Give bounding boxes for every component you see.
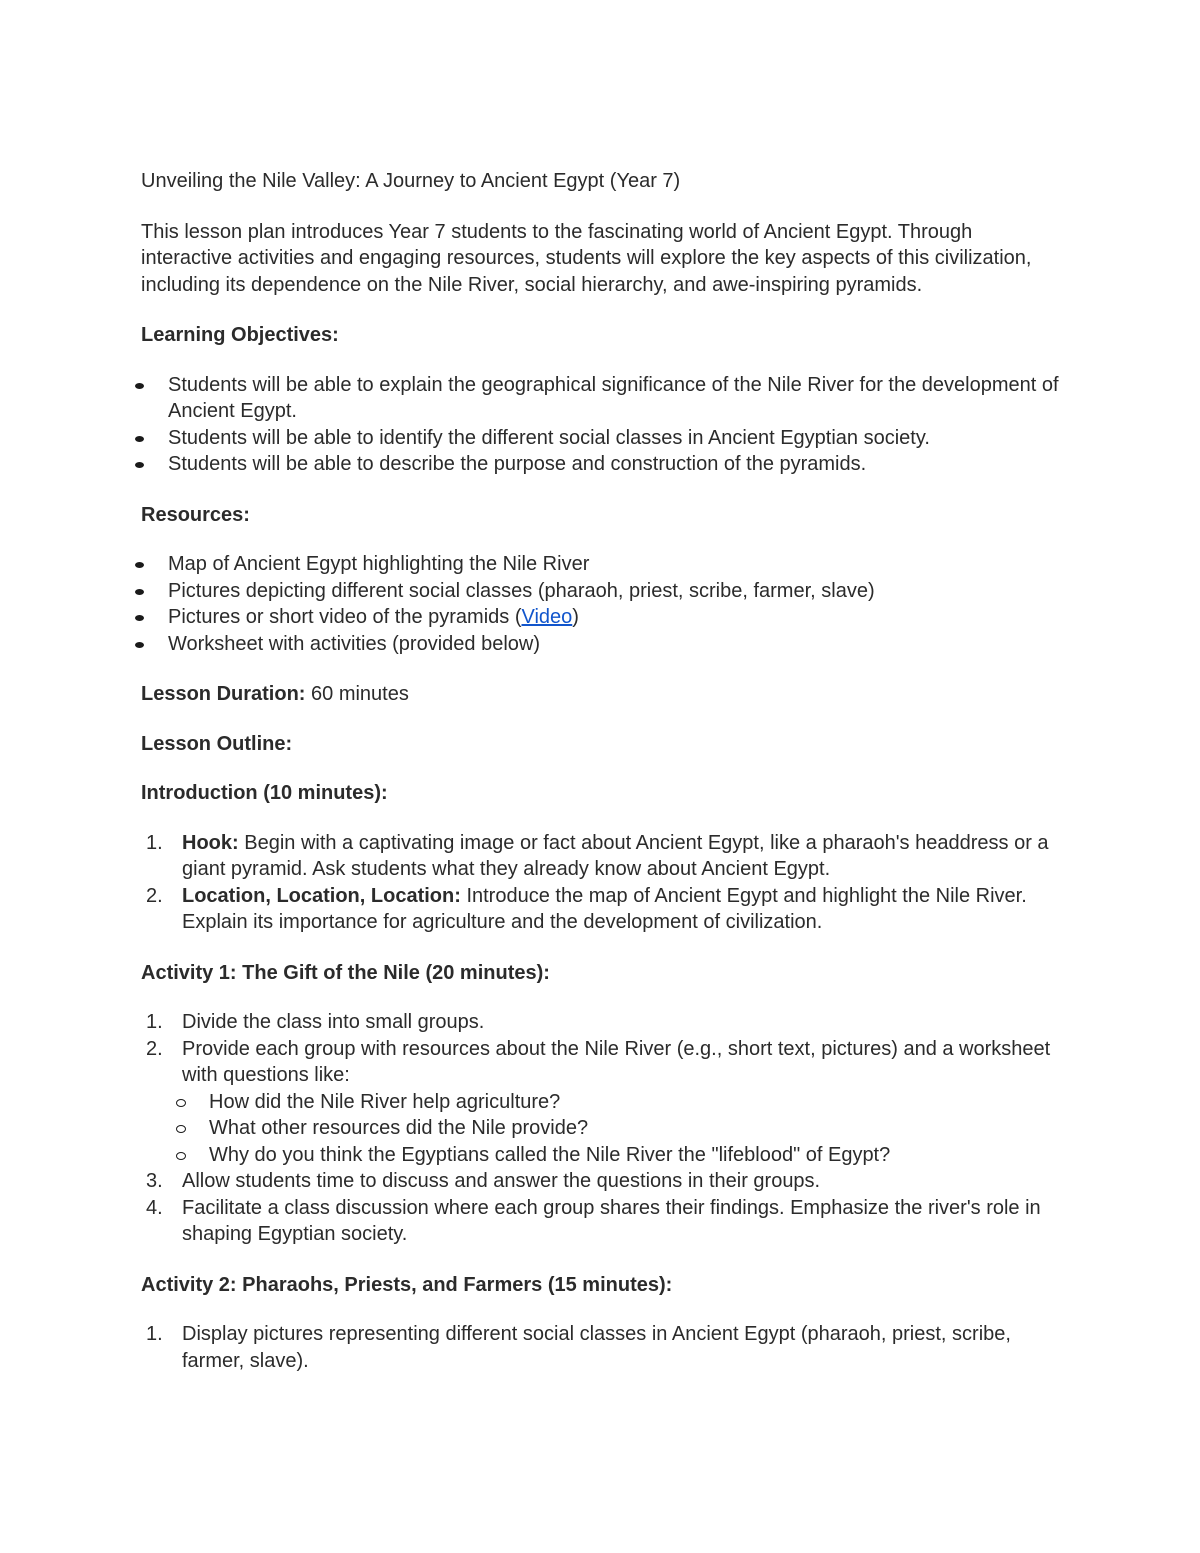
outline-heading: Lesson Outline: — [141, 732, 293, 755]
list-item — [141, 372, 1061, 425]
step-label: Location, Location, Location: — [182, 884, 461, 907]
list-item — [141, 604, 1061, 631]
list-item-text-after-link: ) — [572, 606, 579, 628]
introduction-heading: Introduction (10 minutes): — [141, 782, 388, 804]
intro-paragraph: This lesson plan introduces Year 7 students to the fascinating world of Ancient Egypt. Through interactive activities and engaging resources, students will explore the key aspects of this civilization, including its dependence on the Nile River, social hierarchy, and awe-inspiring pyramids. — [141, 220, 1032, 296]
bullet-dot — [135, 589, 144, 595]
objectives-heading: Learning Objectives: — [141, 324, 339, 346]
document-title: Unveiling the Nile Valley: A Journey to Ancient Egypt (Year 7) — [141, 170, 681, 192]
list-item — [141, 1195, 1061, 1248]
list-item — [141, 883, 1061, 936]
activity1-heading: Activity 1: The Gift of the Nile (20 minutes): — [141, 961, 550, 984]
list-item — [141, 1036, 1061, 1169]
list-item — [141, 830, 1061, 883]
bullet-dot — [135, 615, 144, 621]
step-text: Facilitate a class discussion where each group shares their findings. Emphasize the river's role in shaping Egyptian society. — [182, 1196, 1041, 1245]
question-list — [182, 1089, 1061, 1169]
list-item — [141, 551, 1061, 578]
question-text: Why do you think the Egyptians called the Nile River the "lifeblood" of Egypt? — [209, 1143, 891, 1166]
list-item — [141, 1321, 1061, 1374]
resources-heading: Resources: — [141, 503, 250, 526]
step-number: 1. — [146, 831, 163, 854]
question-text: What other resources did the Nile provide? — [209, 1117, 589, 1139]
sub-list-item — [182, 1115, 1061, 1142]
question-text: How did the Nile River help agriculture? — [209, 1090, 561, 1113]
sub-list-item — [182, 1089, 1061, 1116]
step-text: Allow students time to discuss and answer the questions in their groups. — [182, 1170, 821, 1192]
sub-list-item — [182, 1142, 1061, 1169]
list-item — [141, 451, 1061, 478]
list-item-text: Students will be able to identify the different social classes in Ancient Egyptian society. — [168, 426, 930, 449]
bullet-dot — [135, 462, 144, 468]
activity2-steps — [141, 1321, 1061, 1374]
step-number: 2. — [146, 884, 163, 907]
bullet-dot — [135, 562, 144, 568]
step-text: Display pictures representing different social classes in Ancient Egypt (pharaoh, priest, scribe, farmer, slave). — [182, 1323, 1011, 1372]
step-text: Provide each group with resources about the Nile River (e.g., short text, pictures) and a worksheet with questions like: — [182, 1037, 1051, 1086]
video-link[interactable]: Video — [521, 606, 573, 628]
step-label: Hook: — [182, 831, 239, 854]
duration-label: Lesson Duration: — [141, 683, 306, 705]
list-item — [141, 578, 1061, 605]
step-number: 1. — [146, 1323, 163, 1345]
list-item-text-before-link: Pictures or short video of the pyramids ( — [168, 606, 522, 628]
step-text: Introduce the map of Ancient Egypt and highlight the Nile River. Explain its importance for agriculture and the development of civilization. — [182, 884, 1027, 933]
step-number: 1. — [146, 1011, 163, 1033]
step-number: 4. — [146, 1196, 163, 1219]
list-item-text: Map of Ancient Egypt highlighting the Nile River — [168, 553, 590, 575]
resources-list — [141, 551, 1061, 657]
step-number: 2. — [146, 1037, 163, 1060]
introduction-steps — [141, 830, 1061, 936]
list-item — [141, 425, 1061, 452]
bullet-dot — [135, 436, 144, 442]
list-item — [141, 1168, 1061, 1195]
step-number: 3. — [146, 1170, 163, 1192]
objectives-list — [141, 372, 1061, 478]
duration-value: 60 minutes — [305, 683, 409, 705]
activity2-heading: Activity 2: Pharaohs, Priests, and Farmers (15 minutes): — [141, 1273, 673, 1296]
bullet-dot — [135, 383, 144, 389]
list-item-text: Pictures depicting different social classes (pharaoh, priest, scribe, farmer, slave) — [168, 579, 875, 602]
list-item-text: Worksheet with activities (provided below) — [168, 632, 541, 655]
list-item-text: Students will be able to describe the purpose and construction of the pyramids. — [168, 453, 867, 475]
step-text: Begin with a captivating image or fact about Ancient Egypt, like a pharaoh's headdress or a giant pyramid. Ask students what they already know about Ancient Egypt. — [182, 831, 1049, 880]
bullet-dot — [135, 642, 144, 648]
hollow-bullet — [176, 1125, 186, 1133]
hollow-bullet — [176, 1152, 186, 1160]
document-page — [141, 168, 1061, 1398]
step-text: Divide the class into small groups. — [182, 1011, 485, 1033]
list-item — [141, 631, 1061, 658]
list-item-text: Students will be able to explain the geographical significance of the Nile River for the development of Ancient Egypt. — [168, 373, 1059, 422]
hollow-bullet — [176, 1099, 186, 1107]
activity1-steps — [141, 1009, 1061, 1248]
list-item — [141, 1009, 1061, 1036]
lesson-duration — [141, 681, 1061, 708]
